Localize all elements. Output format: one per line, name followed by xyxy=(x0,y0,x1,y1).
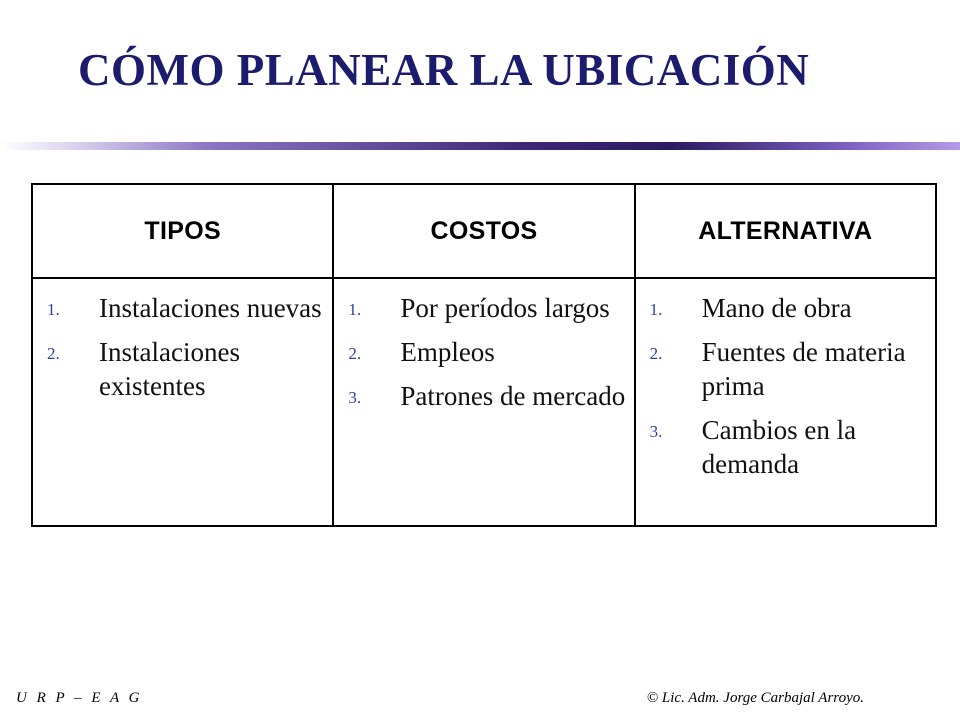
item-text: Instalaciones existentes xyxy=(99,337,240,401)
tipos-list xyxy=(33,279,332,403)
list-item xyxy=(650,335,927,403)
slide-title: CÓMO PLANEAR LA UBICACIÓN xyxy=(78,45,810,95)
item-number: 3. xyxy=(649,422,663,441)
cell-costos xyxy=(333,278,634,526)
list-item xyxy=(650,413,927,481)
item-text: Fuentes de materia prima xyxy=(701,337,906,401)
costos-list xyxy=(334,279,633,413)
list-item xyxy=(348,291,625,325)
footer-institution: U R P – E A G xyxy=(16,690,143,706)
item-number: 1. xyxy=(649,300,663,319)
list-item xyxy=(348,335,625,369)
item-number: 2. xyxy=(47,344,60,363)
location-table xyxy=(31,183,937,527)
list-item xyxy=(650,291,927,325)
item-number: 2. xyxy=(649,344,663,363)
item-text: Instalaciones nuevas xyxy=(99,293,322,323)
item-text: Cambios en la demanda xyxy=(701,415,857,479)
cell-tipos xyxy=(32,278,333,526)
item-number: 3. xyxy=(348,388,362,407)
item-number: 1. xyxy=(47,300,60,319)
item-text: Mano de obra xyxy=(701,293,852,323)
cell-alternativa xyxy=(635,278,936,526)
table-header-row xyxy=(32,184,936,278)
header-costos: COSTOS xyxy=(333,184,634,278)
item-text: Patrones de mercado xyxy=(400,381,626,411)
item-text: Por períodos largos xyxy=(400,293,610,323)
footer-author: © Lic. Adm. Jorge Carbajal Arroyo. xyxy=(646,690,864,706)
list-item xyxy=(47,335,324,403)
item-number: 2. xyxy=(348,344,362,363)
alternativa-list xyxy=(636,279,935,481)
header-alternativa: ALTERNATIVA xyxy=(635,184,936,278)
title-divider xyxy=(0,142,960,150)
table-row xyxy=(32,278,936,526)
item-text: Empleos xyxy=(400,337,495,367)
item-number: 1. xyxy=(348,300,362,319)
list-item xyxy=(348,379,625,413)
list-item xyxy=(47,291,324,325)
header-tipos: TIPOS xyxy=(32,184,333,278)
